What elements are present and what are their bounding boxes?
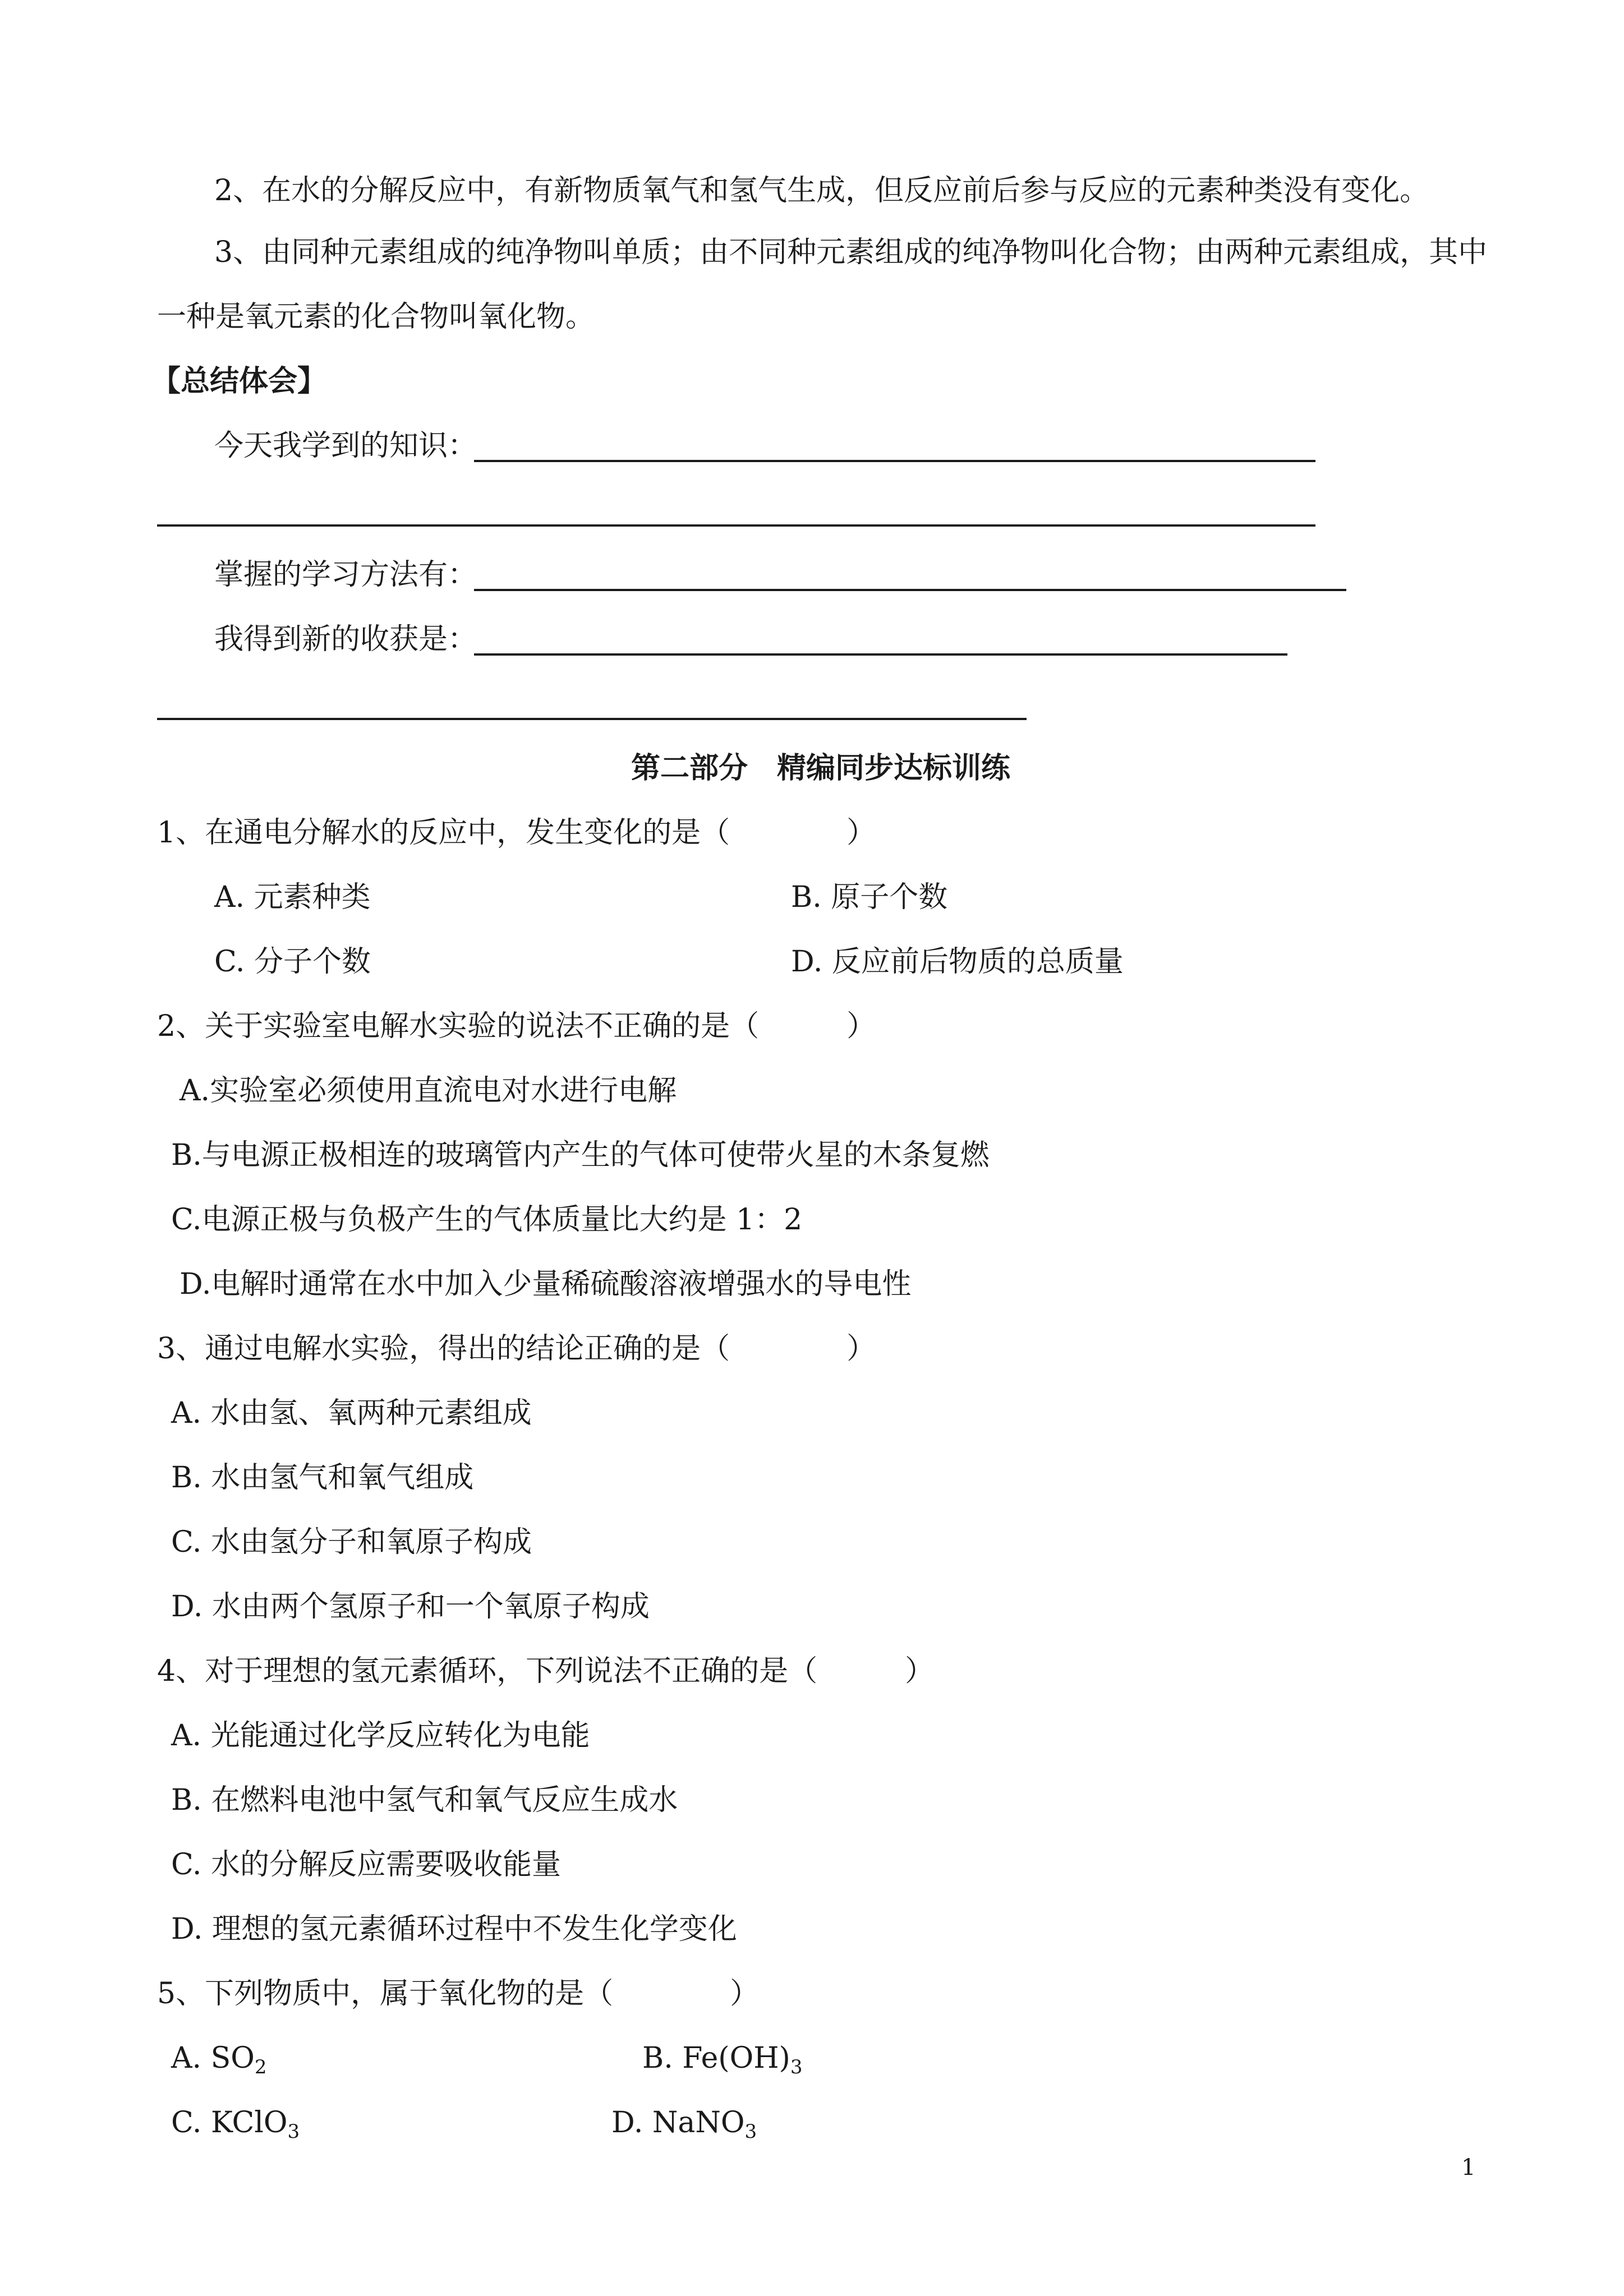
q5-option-d-text: D. NaNO: [611, 2106, 745, 2140]
q5-option-b-subscript: 3: [790, 2056, 803, 2078]
q5-option-c-subscript: 3: [287, 2120, 300, 2143]
q5-option-c[interactable]: [171, 2103, 300, 2142]
summary-heading: 【总结体会】: [151, 364, 327, 398]
q4-stem: 4、对于理想的氢元素循环，下列说法不正确的是（ ）: [157, 1654, 935, 1688]
q4-option-b[interactable]: B. 在燃料电池中氢气和氧气反应生成水: [171, 1783, 678, 1817]
q2-option-c[interactable]: C.电源正极与负极产生的气体质量比大约是 1：2: [171, 1203, 803, 1237]
q3-option-a[interactable]: A. 水由氢、氧两种元素组成: [171, 1396, 532, 1430]
gains-blank-1[interactable]: [474, 653, 1287, 656]
q3-stem: 3、通过电解水实验，得出的结论正确的是（ ）: [157, 1332, 876, 1366]
q3-option-b[interactable]: B. 水由氢气和氧气组成: [171, 1461, 474, 1495]
q4-option-d[interactable]: D. 理想的氢元素循环过程中不发生化学变化: [171, 1912, 737, 1946]
q1-option-d[interactable]: D. 反应前后物质的总质量: [791, 945, 1124, 979]
q3-option-c[interactable]: C. 水由氢分子和氧原子构成: [171, 1525, 532, 1559]
learned-blank-1[interactable]: [474, 460, 1315, 462]
q4-option-c[interactable]: C. 水的分解反应需要吸收能量: [171, 1848, 561, 1882]
knowledge-point-3-line2: 一种是氧元素的化合物叫氧化物。: [157, 300, 595, 334]
gains-label: 我得到新的收获是：: [214, 623, 477, 656]
part2-title: 第二部分 精编同步达标训练: [631, 751, 1011, 785]
learned-label: 今天我学到的知识：: [214, 429, 477, 463]
q2-option-d[interactable]: D.电解时通常在水中加入少量稀硫酸溶液增强水的导电性: [180, 1267, 912, 1301]
q5-option-b[interactable]: [642, 2039, 802, 2078]
q2-option-b[interactable]: B.与电源正极相连的玻璃管内产生的气体可使带火星的木条复燃: [171, 1138, 990, 1172]
q1-option-a[interactable]: A. 元素种类: [214, 880, 371, 914]
q2-stem: 2、关于实验室电解水实验的说法不正确的是（ ）: [157, 1009, 876, 1043]
knowledge-point-2: 2、在水的分解反应中，有新物质氧气和氢气生成，但反应前后参与反应的元素种类没有变化。: [214, 174, 1429, 208]
q5-option-a-text: A. SO: [171, 2041, 255, 2075]
q5-option-b-text: B. Fe(OH): [642, 2041, 790, 2075]
q3-option-d[interactable]: D. 水由两个氢原子和一个氧原子构成: [171, 1590, 650, 1624]
q5-option-c-text: C. KClO: [171, 2106, 288, 2140]
q1-option-b[interactable]: B. 原子个数: [791, 880, 948, 914]
q2-option-a[interactable]: A.实验室必须使用直流电对水进行电解: [180, 1074, 677, 1108]
q5-option-d[interactable]: [611, 2103, 757, 2142]
knowledge-point-3-line1: 3、由同种元素组成的纯净物叫单质；由不同种元素组成的纯净物叫化合物；由两种元素组成，其中: [214, 236, 1488, 269]
q5-option-a[interactable]: [171, 2039, 267, 2078]
q1-stem: 1、在通电分解水的反应中，发生变化的是（ ）: [157, 816, 876, 850]
methods-blank[interactable]: [474, 589, 1346, 591]
q5-option-d-subscript: 3: [744, 2120, 757, 2143]
q5-stem: 5、下列物质中，属于氧化物的是（ ）: [157, 1977, 760, 2011]
gains-blank-2[interactable]: [157, 718, 1027, 720]
page-number: 1: [1461, 2155, 1476, 2180]
methods-label: 掌握的学习方法有：: [214, 558, 477, 592]
q5-option-a-subscript: 2: [254, 2056, 267, 2078]
q1-option-c[interactable]: C. 分子个数: [214, 945, 371, 979]
learned-blank-2[interactable]: [157, 524, 1315, 527]
q4-option-a[interactable]: A. 光能通过化学反应转化为电能: [171, 1719, 590, 1753]
